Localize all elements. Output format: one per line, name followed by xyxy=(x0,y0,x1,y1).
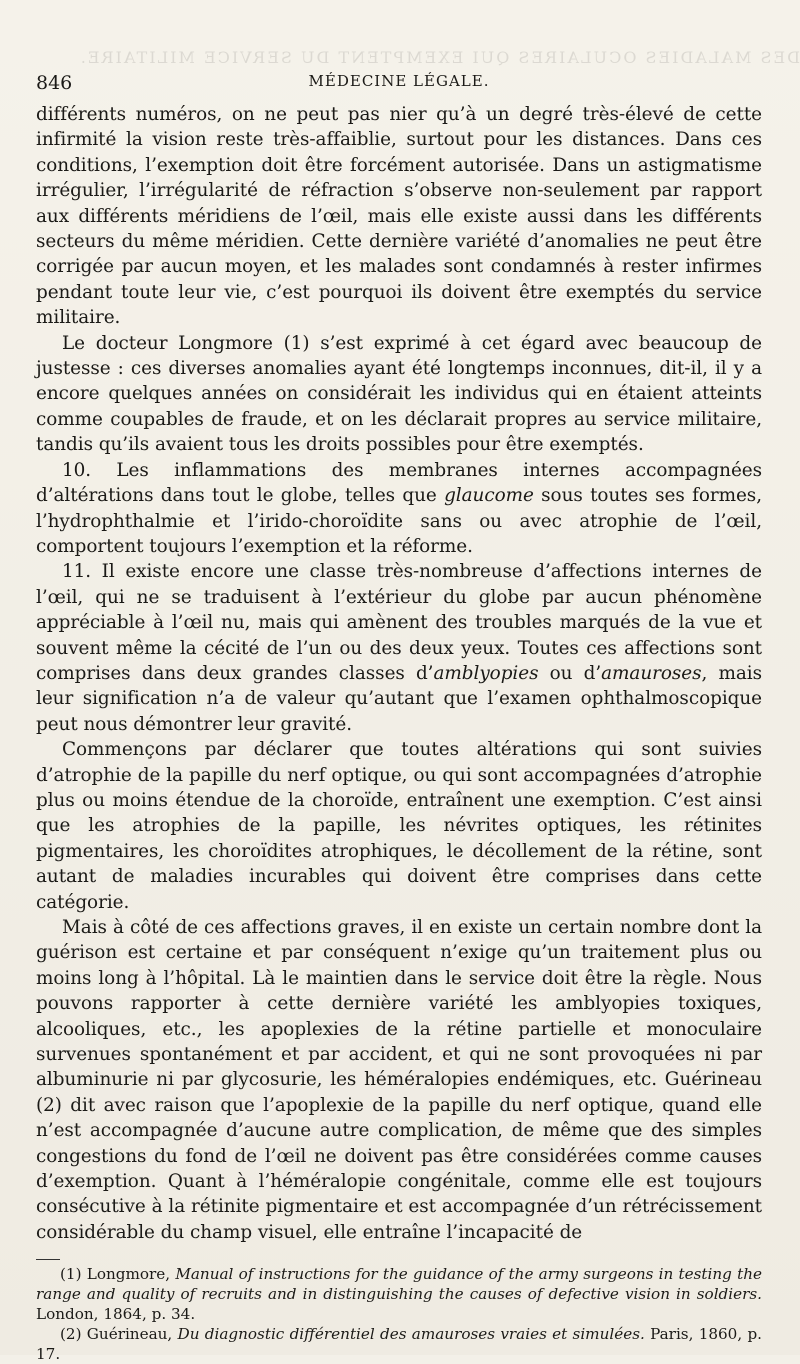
page-header xyxy=(36,64,762,100)
footnote xyxy=(36,1324,762,1364)
text-run: 10. Les inflammations des membranes internes accompagnées d’altérations dans tout le globe, telles que xyxy=(36,459,762,507)
paragraph xyxy=(36,458,762,560)
text-run: London, 1864, p. 34. xyxy=(36,1305,196,1324)
text-run: Le docteur Longmore (1) s’est exprimé à cet égard avec beaucoup de justesse : ces diverses anomalies ayant été longtemps inconnues, dit-il, il y a encore quelques années on considérait les individus qui en étaient atteints comme coupables de fraude, et on les déclarait propres au service militaire, tandis qu’ils avaient tous les droits possibles pour être exemptés. xyxy=(36,332,762,456)
italic-text: glaucome xyxy=(444,485,534,507)
page-number: 846 xyxy=(36,72,73,94)
bleed-through-text: DES MALADIES OCULAIRES QUI EXEMPTENT DU SERVICE MILITAIRE. xyxy=(78,48,800,67)
text-run: (2) Guérineau, xyxy=(60,1325,178,1344)
italic-text: Manual of instructions for the guidance of the army surgeons in testing the range and quality of recruits and in distinguishing the causes of defective vision in soldiers. xyxy=(36,1265,762,1304)
italic-text: amblyopies xyxy=(433,662,539,684)
footnotes xyxy=(36,1264,762,1364)
text-run: sous toutes ses formes, l’hydrophthalmie et l’irido-choroïdite sans ou avec atrophie de l’œil, comportent toujours l’exemption et la réforme. xyxy=(36,485,762,557)
italic-text: amauroses xyxy=(601,662,702,684)
running-head: MÉDECINE LÉGALE. xyxy=(308,72,490,90)
text-run: différents numéros, on ne peut pas nier qu’à un degré très-élevé de cette infirmité la vision reste très-affaiblie, surtout pour les distances. Dans ces conditions, l’exemption doit être forcément autorisée. Dans un astigmatisme irrégulier, l’irrégularité de réfraction s’observe non-seulement par rapport aux différents méridiens de l’œil, mais elle existe aussi dans les différents secteurs du même méridien. Cette dernière variété d’anomalies ne peut être corrigée par aucun moyen, et les malades sont condamnés à rester infirmes pendant toute leur vie, c’est pourquoi ils doivent être exemptés du service militaire. xyxy=(36,104,762,329)
text-run: ou d’ xyxy=(538,662,602,684)
footnote-rule xyxy=(36,1259,60,1260)
text-run: (1) Longmore, xyxy=(60,1265,176,1284)
paragraph xyxy=(36,737,762,915)
paragraph xyxy=(36,102,762,331)
italic-text: Du diagnostic différentiel des amauroses vraies et simulées. xyxy=(177,1325,645,1344)
paragraph xyxy=(36,331,762,458)
footnote xyxy=(36,1264,762,1324)
text-run: Paris, 1860, p. 17. xyxy=(36,1325,762,1364)
text-run: 11. Il existe encore une classe très-nombreuse d’affections internes de l’œil, qui ne se traduisent à l’extérieur du globe par aucun phénomène appréciable à l’œil nu, mais qui amènent des troubles marqués de la vue et souvent même la cécité de l’un ou des deux yeux. Toutes ces affections sont comprises dans deux grandes classes d’ xyxy=(36,561,762,684)
main-text xyxy=(36,102,762,1245)
paragraph xyxy=(36,559,762,737)
text-run: , mais leur signification n’a de valeur qu’autant que l’examen ophthalmoscopique peut nous démontrer leur gravité. xyxy=(36,662,762,735)
paragraph xyxy=(36,915,762,1245)
text-run: Mais à côté de ces affections graves, il en existe un certain nombre dont la guérison est certaine et par conséquent n’exige qu’un traitement plus ou moins long à l’hôpital. Là le maintien dans le service doit être la règle. Nous pouvons rapporter à cette dernière variété les amblyopies toxiques, alcooliques, etc., les apoplexies de la rétine partielle et monoculaire survenues spontanément et par accident, et qui ne sont provoquées ni par albuminurie ni par glycosurie, les héméralopies endémiques, etc. Guérineau (2) dit avec raison que l’apoplexie de la papille du nerf optique, quand elle n’est accompagnée d’aucune autre complication, de même que des simples congestions du fond de l’œil ne doivent pas être considérées comme causes d’exemption. Quant à l’héméralopie congénitale, comme elle est toujours consécutive à la rétinite pigmentaire et est accompagnée d’un rétrécissement considérable du champ visuel, elle entraîne l’incapacité de xyxy=(36,917,762,1243)
text-run: Commençons par déclarer que toutes altérations qui sont suivies d’atrophie de la papille du nerf optique, ou qui sont accompagnées d’atrophie plus ou moins étendue de la choroïde, entraînent une exemption. C’est ainsi que les atrophies de la papille, les névrites optiques, les rétinites pigmentaires, les choroïdites atrophiques, le décollement de la rétine, sont autant de maladies incurables qui doivent être comprises dans cette catégorie. xyxy=(36,739,762,913)
